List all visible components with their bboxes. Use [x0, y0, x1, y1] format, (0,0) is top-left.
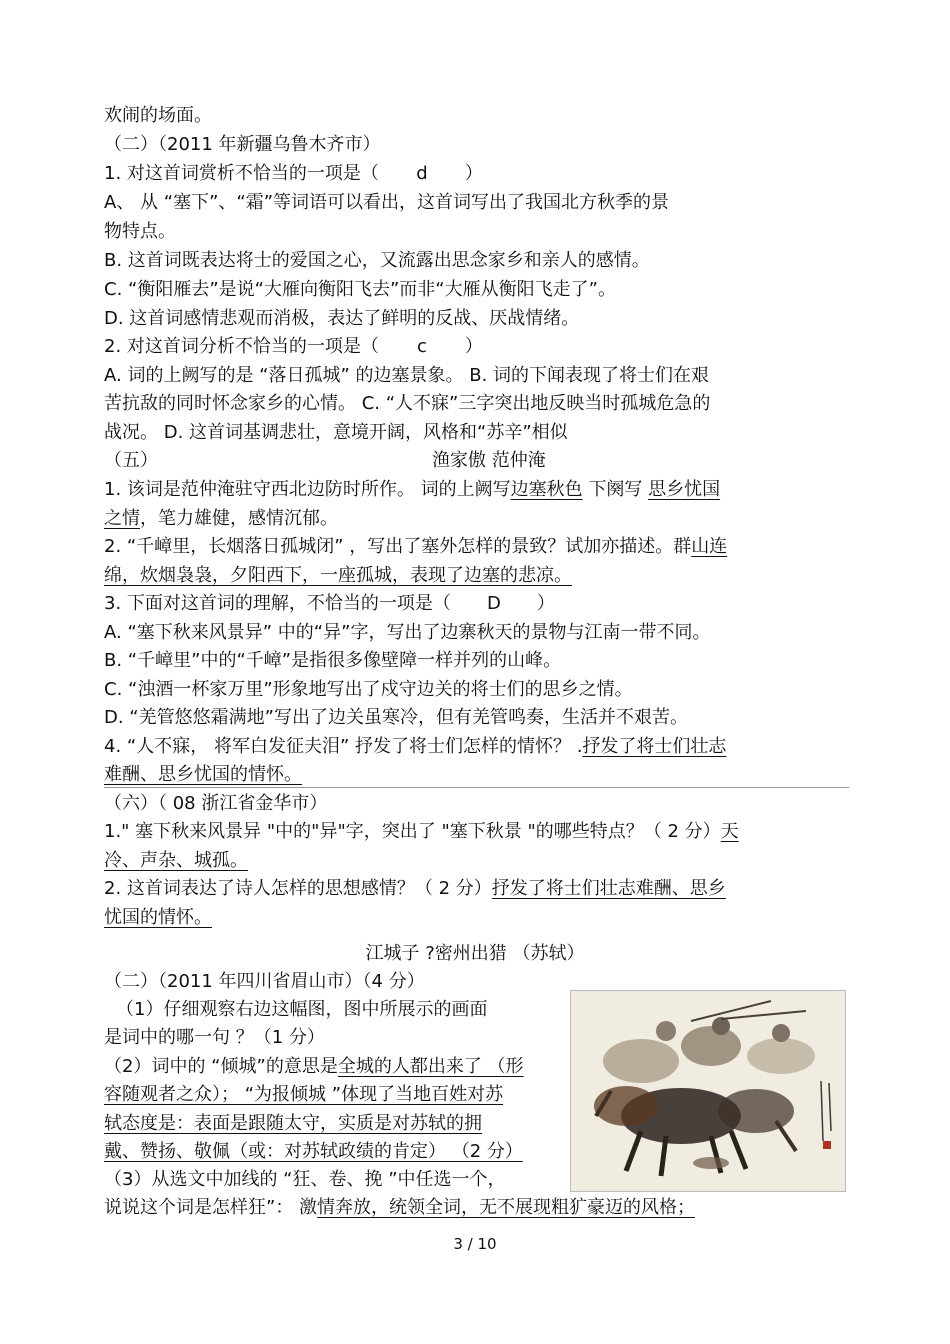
question: （3）从选文中加线的 “狂、卷、挽 ”中任选一个，	[104, 1169, 506, 1190]
section-heading	[104, 447, 864, 475]
section-heading: （二）（2011 年新疆乌鲁木齐市）	[104, 134, 381, 155]
answer: 冷、声杂、城孤。	[104, 850, 248, 871]
answer: 思乡忧国	[648, 479, 721, 500]
answer: 忧国的情怀。	[104, 907, 212, 928]
answer: 抒发了将士们壮志	[582, 736, 727, 757]
answer: 难酬、思乡忧国的情怀。	[104, 764, 302, 785]
text-line: 战况。 D. 这首词基调悲壮，意境开阔，风格和“苏辛”相似	[104, 422, 568, 443]
question	[104, 733, 864, 761]
text-line	[104, 505, 864, 533]
answer: 全城的人都出来了 （形	[337, 1056, 524, 1077]
section-number: （五）	[104, 450, 158, 471]
text-span: 1. 该词是范仲淹驻守西北边防时所作。 词的上阙写	[104, 479, 511, 500]
question-text: 1." 塞下秋来风景异 "中的"异"字，突出了 "塞下秋景 "的哪些特点？（ 2 分）	[104, 821, 721, 842]
answer: d	[416, 163, 428, 184]
answer: 轼态度是：表面是跟随太守，实质是对苏轼的拥	[104, 1113, 482, 1134]
question	[104, 333, 864, 361]
option-c: C. “浊酒一杯家万里”形象地写出了戍守边关的将士们的思乡之情。	[104, 679, 633, 700]
painting-svg	[571, 991, 845, 1191]
question	[104, 160, 864, 188]
answer: 情奔放，统领全词，无不展现粗犷豪迈的风格；	[317, 1197, 696, 1218]
text-span: ，笔力雄健，感情沉郁。	[140, 508, 338, 529]
text-line: 苦抗敌的同时怀念家乡的心情。 C. “人不寐”三字突出地反映当时孤城危急的	[104, 393, 711, 414]
question: （1）仔细观察右边这幅图，图中所展示的画面	[116, 999, 488, 1020]
text-line: A. 词的上阙写的是 “落日孤城” 的边塞景象。 B. 词的下闻表现了将士们在艰	[104, 365, 710, 386]
option-a: A、 从 “塞下”、“霜”等词语可以看出，这首词写出了我国北方秋季的景	[104, 192, 670, 213]
question	[104, 818, 864, 846]
answer: 边塞秋色	[510, 479, 583, 500]
answer: 容随观者之众）； “为报倾城 ”体现了当地百姓对苏	[104, 1084, 504, 1105]
question-text: ）	[464, 163, 483, 184]
question-text: ）	[464, 336, 483, 357]
question-text: 2. 这首词表达了诗人怎样的思想感情？（ 2 分）	[104, 878, 492, 899]
hunting-painting-image	[570, 990, 846, 1192]
question-text: 2. “千嶂里，长烟落日孤城闭” ，写出了塞外怎样的景致？试加亦描述。群	[104, 536, 692, 557]
text-line	[104, 476, 864, 504]
answer: 山连	[691, 536, 728, 557]
option-b: B. “千嶂里”中的“千嶂”是指很多像壁障一样并列的山峰。	[104, 650, 562, 671]
answer: 戴、赞扬、敬佩（或：对苏轼政绩的肯定） （2 分）	[104, 1141, 523, 1162]
text-line: 物特点。	[104, 221, 176, 242]
question	[104, 875, 864, 903]
answer: 之情	[104, 508, 140, 529]
question-text: 3. 下面对这首词的理解，不恰当的一项是（	[104, 593, 451, 614]
option-d: D. 这首词感情悲观而消极，表达了鲜明的反战、厌战情绪。	[104, 308, 580, 329]
answer: 抒发了将士们壮志难酬、思乡	[491, 878, 726, 899]
section-heading: （六）（ 08 浙江省金华市）	[104, 793, 328, 814]
question	[104, 533, 864, 561]
question-text: 4. “人不寐， 将军白发征夫泪” 抒发了将士们怎样的情怀？ .	[104, 736, 583, 757]
question-text: 2. 对这首词分析不恰当的一项是（	[104, 336, 379, 357]
option-c: C. “衡阳雁去”是说“大雁向衡阳飞去”而非“大雁从衡阳飞走了”。	[104, 279, 616, 300]
answer: c	[416, 336, 427, 357]
page-number: 3 / 10	[453, 1235, 497, 1253]
answer: 天	[720, 821, 739, 842]
question: 是词中的哪一句 ？（1 分）	[104, 1027, 325, 1048]
question-text: 1. 对这首词赏析不恰当的一项是（	[104, 163, 379, 184]
question-text: 说说这个词是怎样狂”： 激	[104, 1197, 318, 1218]
answer: D	[486, 593, 501, 614]
poem-title: 渔家傲 范仲淹	[432, 450, 546, 471]
question	[104, 590, 864, 618]
question-text: （2）词中的 “倾城”的意思是	[104, 1056, 338, 1077]
answer: 绵，炊烟袅袅，夕阳西下，一座孤城，表现了边塞的悲凉。	[104, 565, 572, 586]
option-a: A. “塞下秋来风景异” 中的“异”字，写出了边寨秋天的景物与江南一带不同。	[104, 622, 711, 643]
option-b: B. 这首词既表达将士的爱国之心，又流露出思念家乡和亲人的感情。	[104, 250, 650, 271]
question	[104, 1194, 864, 1222]
question-text: ）	[536, 593, 555, 614]
option-d: D. “羌管悠悠霜满地”写出了边关虽寒冷，但有羌管鸣奏，生活并不艰苦。	[104, 707, 688, 728]
poem-title: 江城子 ?密州出猎 （苏轼）	[365, 943, 585, 964]
section-heading: （二）（2011 年四川省眉山市）（4 分）	[104, 971, 425, 992]
divider	[104, 787, 849, 788]
text-line: 欢闹的场面。	[104, 105, 212, 126]
text-span: 下阕写	[582, 479, 649, 500]
